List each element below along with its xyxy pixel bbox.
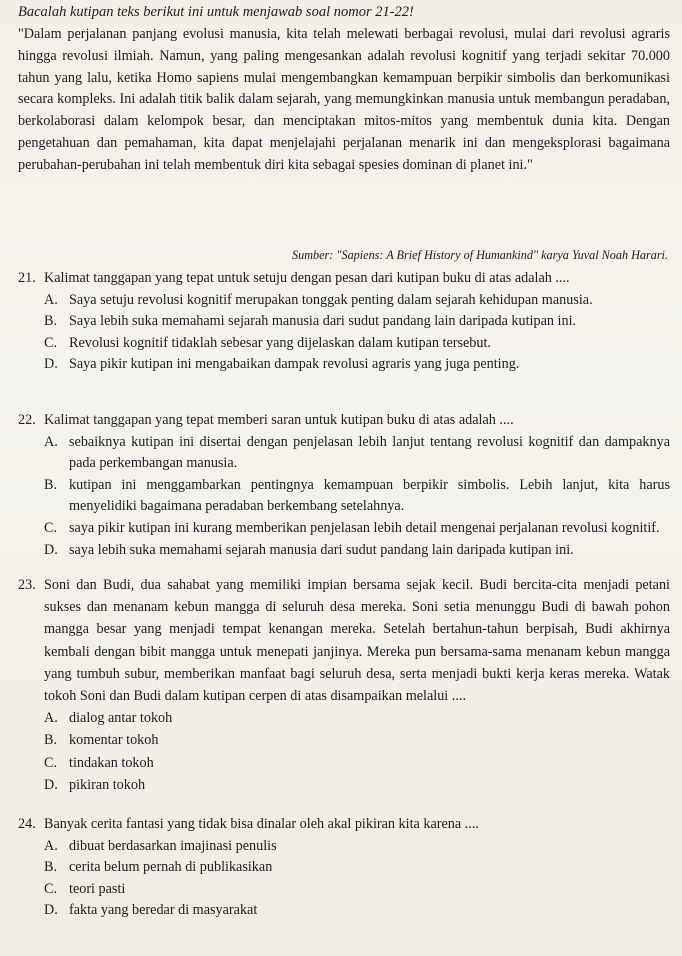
option-d[interactable] [18,774,670,796]
option-letter: D. [44,541,58,558]
question-stem [18,574,670,707]
option-text: Saya lebih suka memahami sejarah manusia dari sudut pandang lain daripada kutipan ini. [69,313,577,330]
question-text: Kalimat tanggapan yang tepat untuk setuju dengan pesan dari kutipan buku di atas adalah .... [44,270,570,286]
option-text: komentar tokoh [69,732,159,749]
question-number: 23. [18,577,36,593]
option-text: cerita belum pernah di publikasikan [69,859,273,876]
option-letter: B. [44,859,58,876]
option-letter: C. [44,754,58,771]
question-22 [18,410,670,561]
question-stem [18,268,670,290]
question-text: Kalimat tanggapan yang tepat memberi saran untuk kutipan buku di atas adalah .... [44,412,514,428]
question-24 [18,814,670,922]
option-text: tindakan tokoh [69,754,154,771]
option-letter: A. [44,837,58,854]
option-letter: C. [44,334,58,351]
question-stem [18,410,670,432]
passage-source: Sumber: "Sapiens: A Brief History of Humankind" karya Yuval Noah Harari. [292,248,668,262]
question-text: Soni dan Budi, dua sahabat yang memiliki impian bersama sejak kecil. Budi bercita-cita menjadi petani sukses dan menanam kebun mangga di seluruh desa mereka. Soni setia menunggu Budi di bawah pohon mangga besar yang menjadi tempat kenangan mereka. Setelah bertahun-tahun berpisah, Budi akhirnya kembali dengan bibit mangga untuk menepati janjinya. Mereka pun bersama-sama menanam kebun mangga yang tumbuh subur, memberikan manfaat bagi seluruh desa, serta menjadi bukti kerja keras mereka. Watak tokoh Soni dan Budi dalam kutipan cerpen di atas disampaikan melalui .... [44,577,670,705]
option-letter: A. [44,291,58,308]
option-b[interactable] [18,475,670,518]
option-c[interactable] [18,333,670,355]
option-text: Saya setuju revolusi kognitif merupakan tonggak penting dalam sejarah kehidupan manusia. [69,291,593,308]
question-number: 22. [18,412,36,428]
question-number: 21. [18,270,36,286]
option-b[interactable] [18,311,670,333]
option-letter: D. [44,902,58,919]
question-23 [18,574,670,796]
question-text: Banyak cerita fantasi yang tidak bisa dinalar oleh akal pikiran kita karena .... [44,816,479,832]
option-text: dialog antar tokoh [69,710,173,727]
option-b[interactable] [18,857,670,879]
option-c[interactable] [18,879,670,901]
option-a[interactable] [18,432,670,475]
option-c[interactable] [18,518,670,540]
option-letter: D. [44,356,58,373]
option-letter: A. [44,433,58,450]
option-text: Saya pikir kutipan ini mengabaikan dampak revolusi agraris yang juga penting. [69,356,520,373]
option-text: sebaiknya kutipan ini disertai dengan penjelasan lebih lanjut tentang revolusi kognitif dan dampaknya pada perkembangan manusia. [69,433,670,472]
option-text: Revolusi kognitif tidaklah sebesar yang dijelaskan dalam kutipan tersebut. [69,334,491,351]
option-d[interactable] [18,354,670,376]
option-d[interactable] [18,900,670,922]
option-letter: D. [44,776,58,793]
reading-passage: "Dalam perjalanan panjang evolusi manusia, kita telah melewati berbagai revolusi, mulai dari revolusi agraris hingga revolusi ilmiah. Namun, yang paling mengesankan adalah revolusi kognitif yang terjadi sekitar 70.000 tahun yang lalu, ketika Homo sapiens mulai mengembangkan kemampuan berpikir simbolis dan berkomunikasi secara kompleks. Ini adalah titik balik dalam sejarah, yang memungkinkan manusia untuk membangun peradaban, berkolaborasi dalam kelompok besar, dan menciptakan mitos-mitos yang membentuk dunia kita. Dengan pengetahuan dan pemahaman, kita dapat menjelajahi perjalanan menarik ini dan mengeksplorasi bagaimana perubahan-perubahan ini telah membentuk diri kita sebagai spesies dominan di planet ini." [18,26,670,173]
instruction-text: Bacalah kutipan teks berikut ini untuk menjawab soal nomor 21-22! [18,4,414,20]
option-letter: A. [44,710,58,727]
option-text: dibuat berdasarkan imajinasi penulis [69,837,277,854]
question-number: 24. [18,816,36,832]
option-letter: C. [44,519,58,536]
option-b[interactable] [18,729,670,751]
option-letter: B. [44,313,58,330]
option-a[interactable] [18,707,670,729]
option-letter: B. [44,732,58,749]
option-text: teori pasti [69,880,126,897]
option-a[interactable] [18,836,670,858]
option-letter: C. [44,880,58,897]
option-text: pikiran tokoh [69,776,146,793]
option-text: kutipan ini menggambarkan pentingnya kemampuan berpikir simbolis. Lebih lanjut, kita harus menyelidiki bagaimana peradaban berkembang setelahnya. [69,476,670,515]
option-d[interactable] [18,540,670,562]
option-c[interactable] [18,752,670,774]
question-21 [18,268,670,376]
option-text: saya pikir kutipan ini kurang memberikan penjelasan lebih detail mengenai perjalanan revolusi kognitif. [69,519,660,536]
question-stem [18,814,670,836]
option-text: saya lebih suka memahami sejarah manusia dari sudut pandang lain daripada kutipan ini. [69,541,574,558]
option-a[interactable] [18,290,670,312]
option-letter: B. [44,476,58,493]
option-text: fakta yang beredar di masyarakat [69,902,258,919]
